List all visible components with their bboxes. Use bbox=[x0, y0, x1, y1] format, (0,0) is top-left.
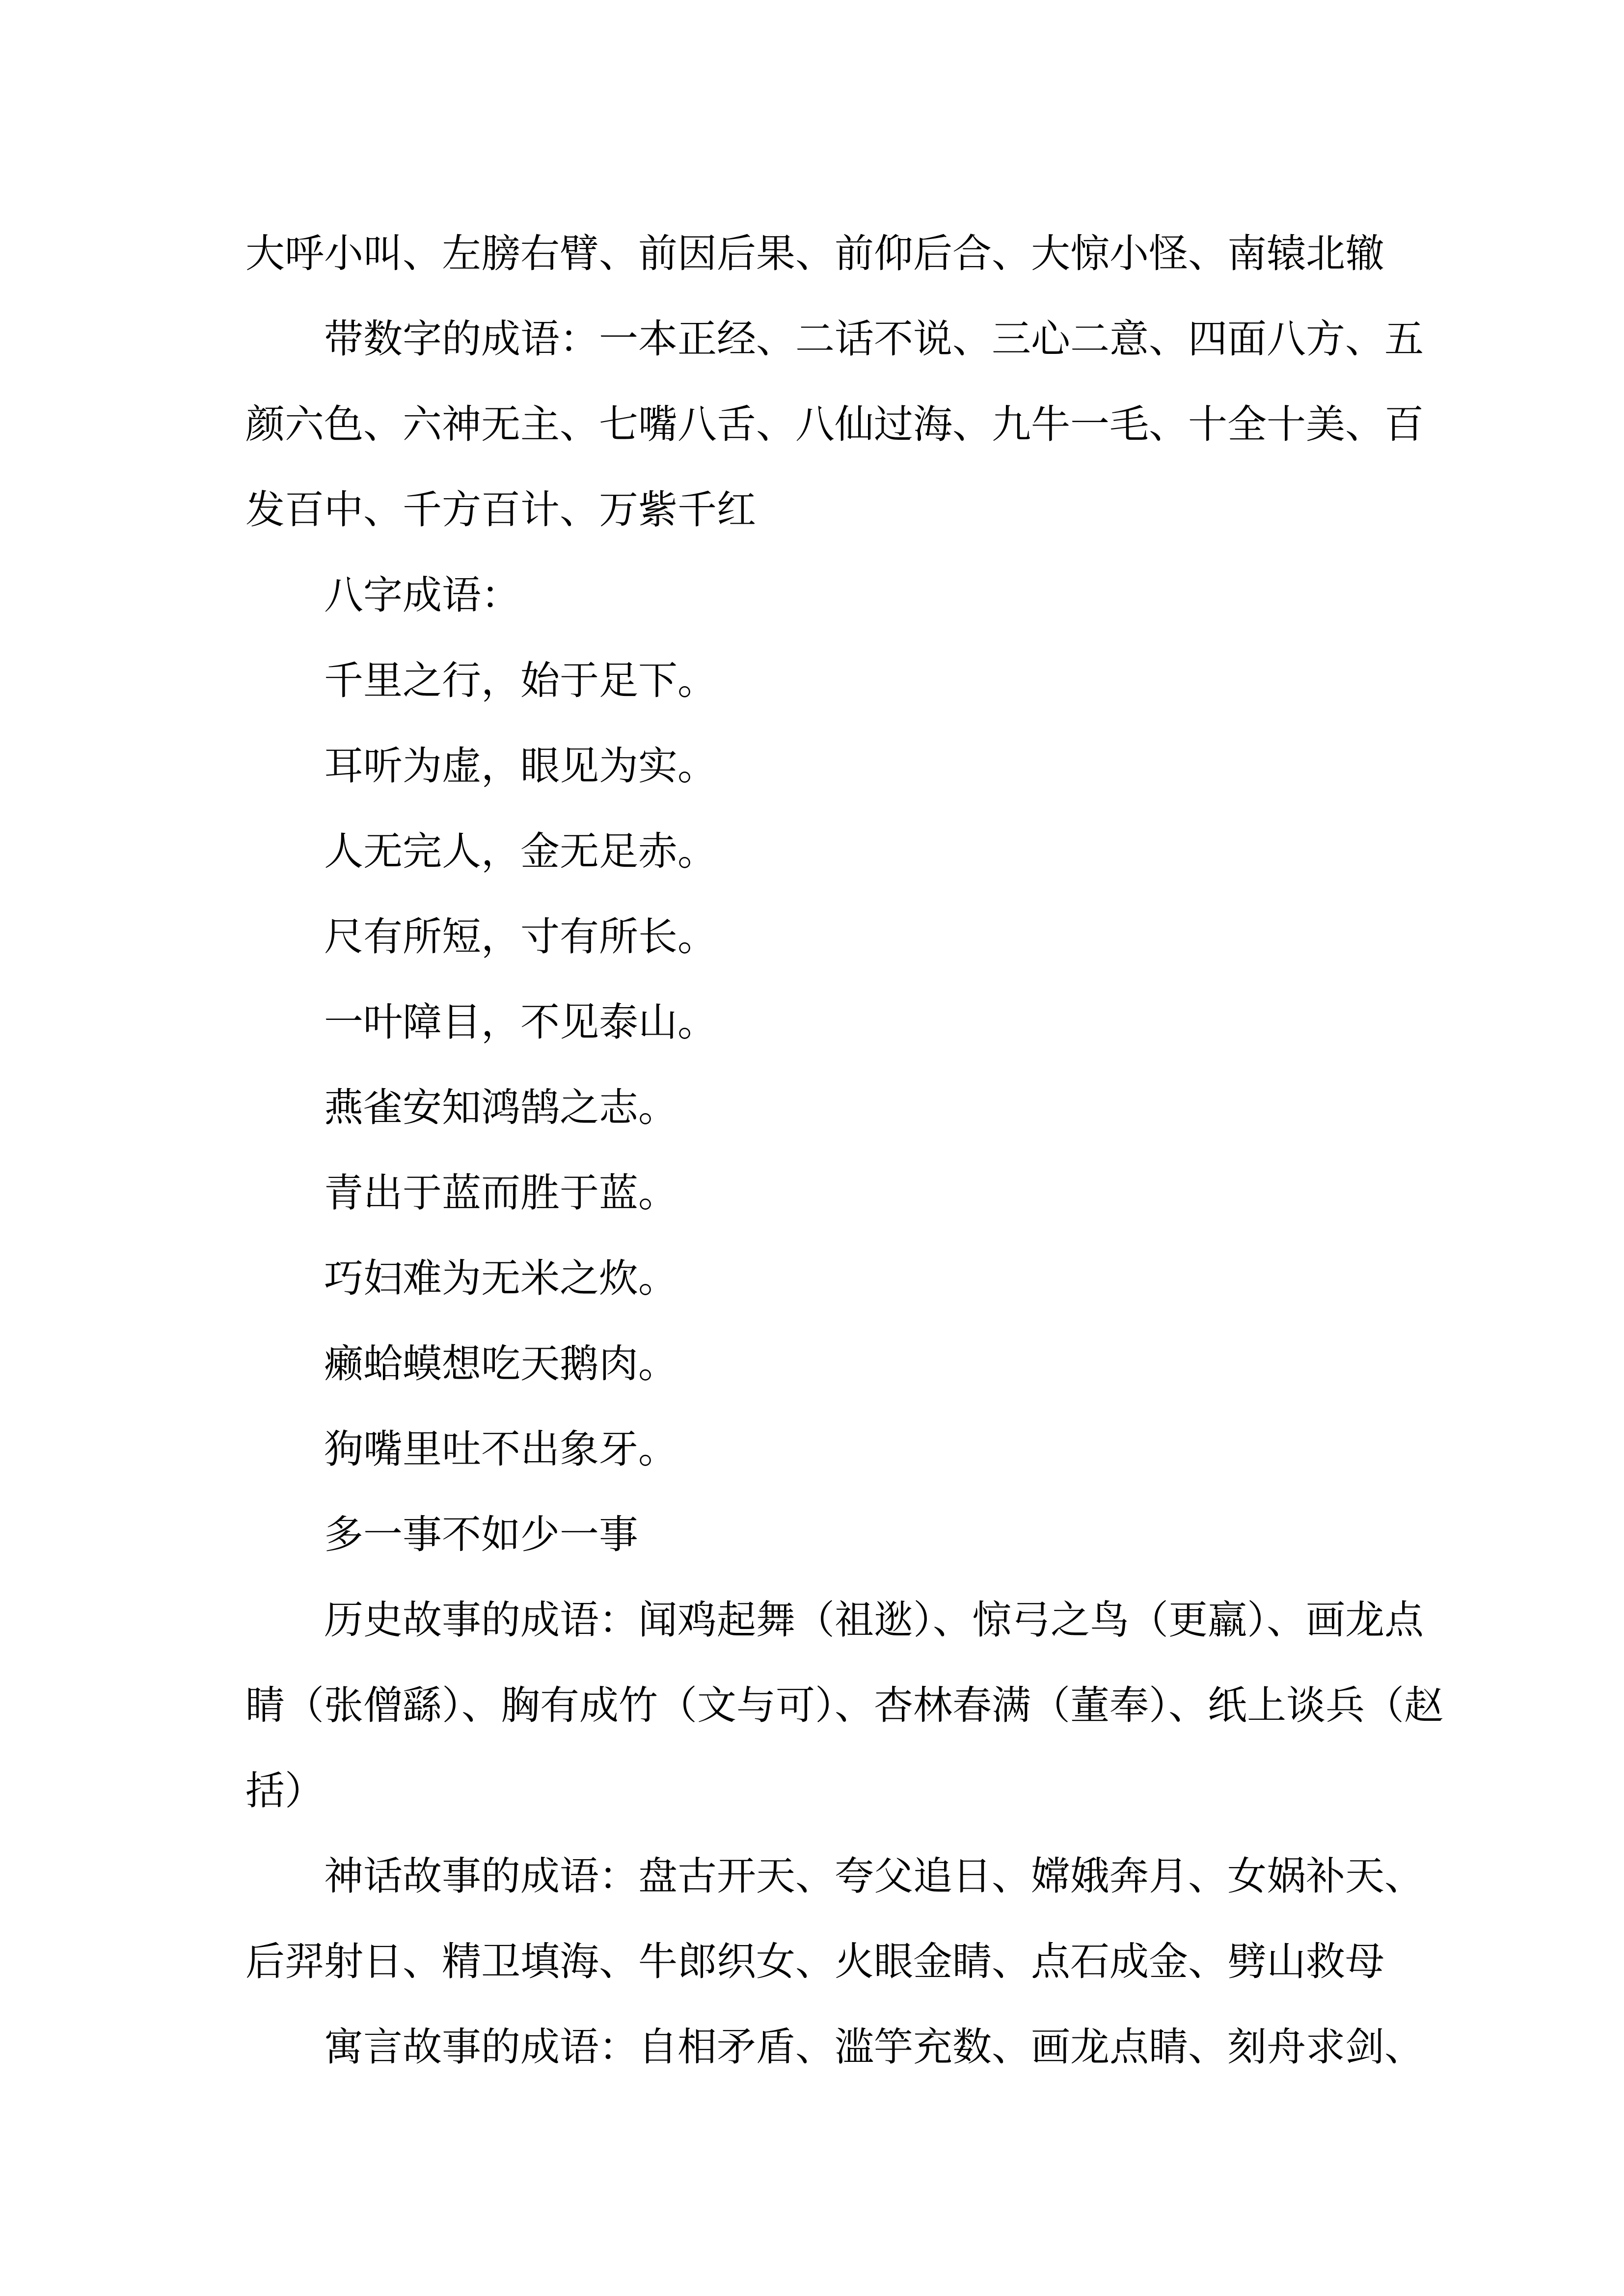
text-line: 睛（张僧繇）、胸有成竹（文与可）、杏林春满（董奉）、纸上谈兵（赵 bbox=[245, 1682, 1443, 1728]
text-line: 尺有所短，寸有所长。 bbox=[324, 914, 717, 960]
text-line: 神话故事的成语：盘古开天、夸父追日、嫦娥奔月、女娲补天、 bbox=[324, 1853, 1424, 1899]
text-line: 颜六色、六神无主、七嘴八舌、八仙过海、九牛一毛、十全十美、百 bbox=[245, 401, 1424, 447]
text-line: 耳听为虚，眼见为实。 bbox=[324, 743, 717, 789]
text-line: 巧妇难为无米之炊。 bbox=[324, 1255, 677, 1301]
text-line: 青出于蓝而胜于蓝。 bbox=[324, 1170, 677, 1216]
text-line: 千里之行，始于足下。 bbox=[324, 658, 717, 703]
text-line: 括） bbox=[245, 1768, 324, 1814]
text-line: 后羿射日、精卫填海、牛郎织女、火眼金睛、点石成金、劈山救母 bbox=[245, 1939, 1384, 1984]
text-line: 燕雀安知鸿鹄之志。 bbox=[324, 1085, 677, 1130]
text-line: 历史故事的成语：闻鸡起舞（祖逖）、惊弓之鸟（更羸）、画龙点 bbox=[324, 1597, 1424, 1643]
text-line: 癞蛤蟆想吃天鹅肉。 bbox=[324, 1341, 677, 1387]
text-line: 寓言故事的成语：自相矛盾、滥竽充数、画龙点睛、刻舟求剑、 bbox=[324, 2024, 1424, 2070]
text-line: 狗嘴里吐不出象牙。 bbox=[324, 1426, 677, 1472]
text-line: 一叶障目，不见泰山。 bbox=[324, 999, 717, 1045]
section-heading: 八字成语： bbox=[324, 572, 520, 618]
text-line: 人无完人，金无足赤。 bbox=[324, 828, 717, 874]
text-line: 大呼小叫、左膀右臂、前因后果、前仰后合、大惊小怪、南辕北辙 bbox=[245, 231, 1384, 276]
text-line: 多一事不如少一事 bbox=[324, 1512, 638, 1557]
document-body bbox=[245, 211, 1443, 2090]
text-line: 带数字的成语：一本正经、二话不说、三心二意、四面八方、五 bbox=[324, 316, 1424, 362]
text-line: 发百中、千方百计、万紫千红 bbox=[245, 487, 756, 533]
